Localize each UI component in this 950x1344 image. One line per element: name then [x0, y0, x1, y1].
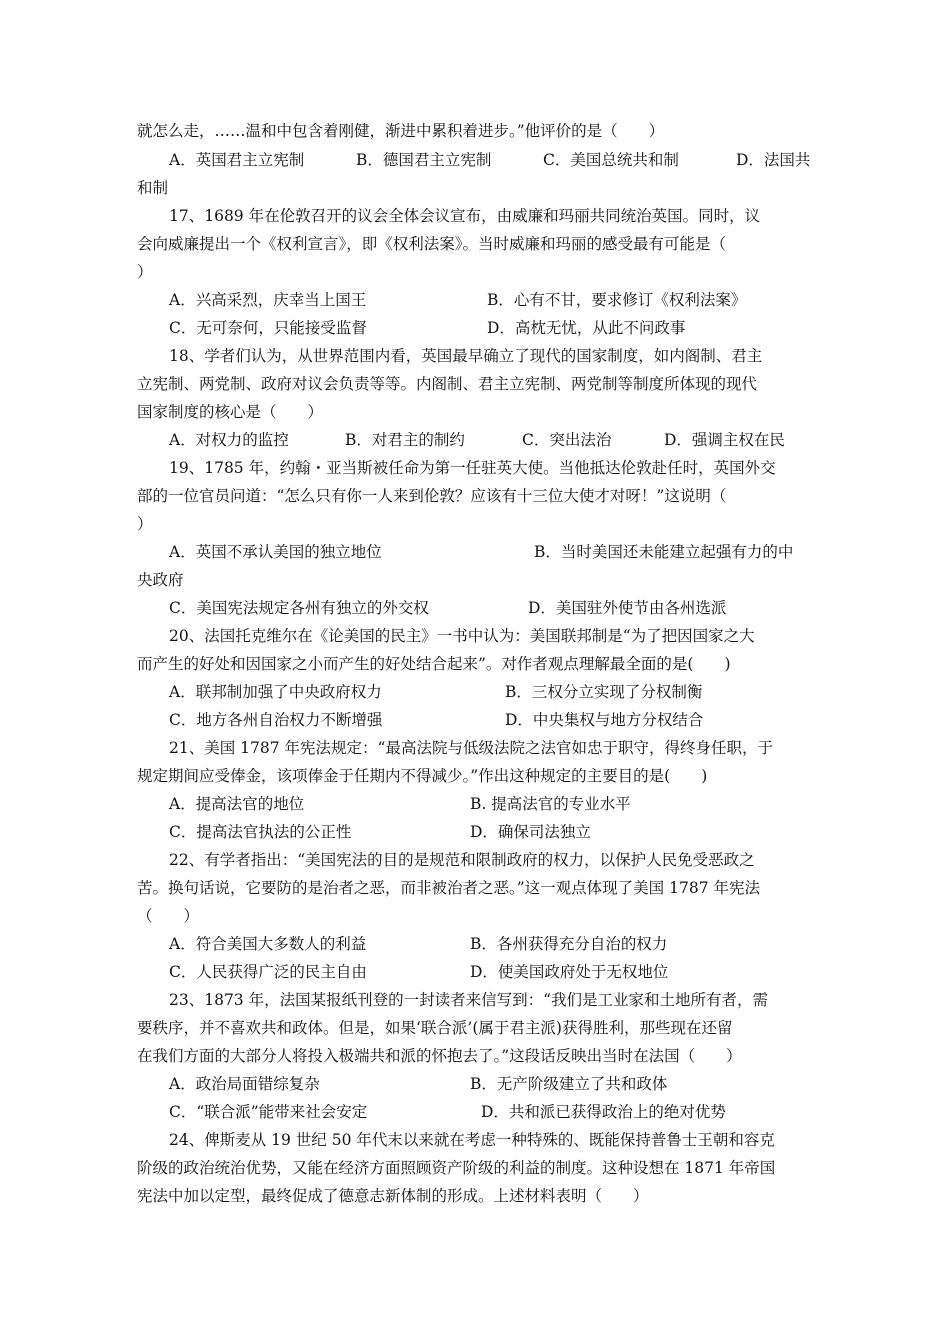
- q16-option-d-cont: 和制: [137, 179, 169, 197]
- q17-stem-line-3: ）: [137, 263, 153, 281]
- q19-stem-line-1: 19、1785 年，约翰・亚当斯被任命为第一任驻英大使。当他抵达伦敦赴任时，英国外交: [169, 459, 776, 477]
- q18-option-d: D．强调主权在民: [664, 431, 785, 449]
- q20-option-c: C．地方各州自治权力不断增强: [169, 711, 383, 729]
- q23-stem-line-1: 23、1873 年，法国某报纸刊登的一封读者来信写到：“我们是工业家和土地所有者，需: [169, 991, 769, 1009]
- q22-option-d: D．使美国政府处于无权地位: [470, 963, 669, 981]
- q23-option-d: D．共和派已获得政治上的绝对优势: [481, 1103, 726, 1121]
- q17-option-d: D．高枕无忧，从此不问政事: [487, 319, 686, 337]
- q23-option-b: B．无产阶级建立了共和政体: [470, 1075, 668, 1093]
- q21-stem-line-2: 规定期间应受俸金，该项俸金于任期内不得减少。”作出这种规定的主要目的是( ): [137, 767, 708, 785]
- q17-option-c: C．无可奈何，只能接受监督: [169, 319, 367, 337]
- q21-option-b: B. 提高法官的专业水平: [470, 795, 631, 813]
- q23-stem-line-3: 在我们方面的大部分人将投入极端共和派的怀抱去了。”这段话反映出当时在法国（ ）: [137, 1047, 742, 1065]
- q19-option-b: B．当时美国还未能建立起强有力的中: [534, 543, 794, 561]
- q17-option-b: B．心有不甘，要求修订《权利法案》: [487, 291, 747, 309]
- q18-stem-line-1: 18、学者们认为，从世界范围内看，英国最早确立了现代的国家制度，如内阁制、君主: [169, 347, 763, 365]
- q16-option-b: B．德国君主立宪制: [356, 151, 492, 169]
- q16-stem-line: 就怎么走，……温和中包含着刚健，渐进中累积着进步。”他评价的是（ ）: [137, 122, 665, 140]
- q23-stem-line-2: 要秩序，并不喜欢共和政体。但是，如果‘联合派’(属于君主派)获得胜利，那些现在还留: [137, 1019, 733, 1037]
- q17-stem-line-1: 17、1689 年在伦敦召开的议会全体会议宣布，由威廉和玛丽共同统治英国。同时，议: [169, 207, 761, 225]
- q22-option-a: A．符合美国大多数人的利益: [169, 935, 367, 953]
- q18-stem-line-2: 立宪制、两党制、政府对议会负责等等。内阁制、君主立宪制、两党制等制度所体现的现代: [137, 375, 758, 393]
- q22-option-c: C．人民获得广泛的民主自由: [169, 963, 367, 981]
- q20-option-d: D．中央集权与地方分权结合: [505, 711, 704, 729]
- q20-stem-line-1: 20、法国托克维尔在《论美国的民主》一书中认为：美国联邦制是“为了把因国家之大: [169, 627, 755, 645]
- q16-option-c: C．美国总统共和制: [543, 151, 679, 169]
- q17-stem-line-2: 会向威廉提出一个《权利宣言》，即《权利法案》。当时威廉和玛丽的感受最有可能是（: [137, 235, 727, 253]
- q22-stem-line-3: （ ）: [137, 907, 200, 925]
- q18-option-b: B．对君主的制约: [345, 431, 465, 449]
- q22-stem-line-2: 苦。换句话说，它要防的是治者之恶，而非被治者之恶。”这一观点体现了美国 1787 年宪法: [137, 879, 760, 897]
- q19-stem-line-3: ）: [137, 515, 153, 533]
- q18-option-c: C．突出法治: [522, 431, 612, 449]
- q16-option-a: A．英国君主立宪制: [169, 151, 305, 169]
- q18-stem-line-3: 国家制度的核心是（ ）: [137, 403, 324, 421]
- q17-option-a: A．兴高采烈，庆幸当上国王: [169, 291, 367, 309]
- q21-option-a: A．提高法官的地位: [169, 795, 305, 813]
- q18-option-a: A．对权力的监控: [169, 431, 289, 449]
- q21-option-d: D．确保司法独立: [470, 823, 591, 841]
- q21-option-c: C．提高法官执法的公正性: [169, 823, 352, 841]
- q24-stem-line-1: 24、俾斯麦从 19 世纪 50 年代末以来就在考虑一种特殊的、既能保持普鲁士王朝和容克: [169, 1131, 775, 1149]
- q20-option-a: A．联邦制加强了中央政府权力: [169, 683, 382, 701]
- q16-option-d: D．法国共: [736, 151, 811, 169]
- q19-stem-line-2: 部的一位官员问道：“怎么只有你一人来到伦敦？应该有十三位大使才对呀！”这说明（: [137, 487, 727, 505]
- q24-stem-line-3: 宪法中加以定型，最终促成了德意志新体制的形成。上述材料表明（ ）: [137, 1187, 649, 1205]
- q23-option-a: A．政治局面错综复杂: [169, 1075, 320, 1093]
- q19-option-a: A．英国不承认美国的独立地位: [169, 543, 382, 561]
- q20-option-b: B．三权分立实现了分权制衡: [505, 683, 703, 701]
- q22-stem-line-1: 22、有学者指出：“美国宪法的目的是规范和限制政府的权力，以保护人民免受恶政之: [169, 851, 755, 869]
- q20-stem-line-2: 而产生的好处和因国家之小而产生的好处结合起来”。对作者观点理解最全面的是( ): [137, 655, 731, 673]
- q19-option-d: D．美国驻外使节由各州选派: [528, 599, 727, 617]
- q21-stem-line-1: 21、美国 1787 年宪法规定：“最高法院与低级法院之法官如忠于职守，得终身任职，于: [169, 739, 773, 757]
- q24-stem-line-2: 阶级的政治统治优势，又能在经济方面照顾资产阶级的利益的制度。这种设想在 1871 年帝国: [137, 1159, 776, 1177]
- q23-option-c: C．“联合派”能带来社会安定: [169, 1103, 368, 1121]
- q19-option-b-cont: 央政府: [137, 571, 184, 589]
- q22-option-b: B．各州获得充分自治的权力: [470, 935, 668, 953]
- q19-option-c: C．美国宪法规定各州有独立的外交权: [169, 599, 429, 617]
